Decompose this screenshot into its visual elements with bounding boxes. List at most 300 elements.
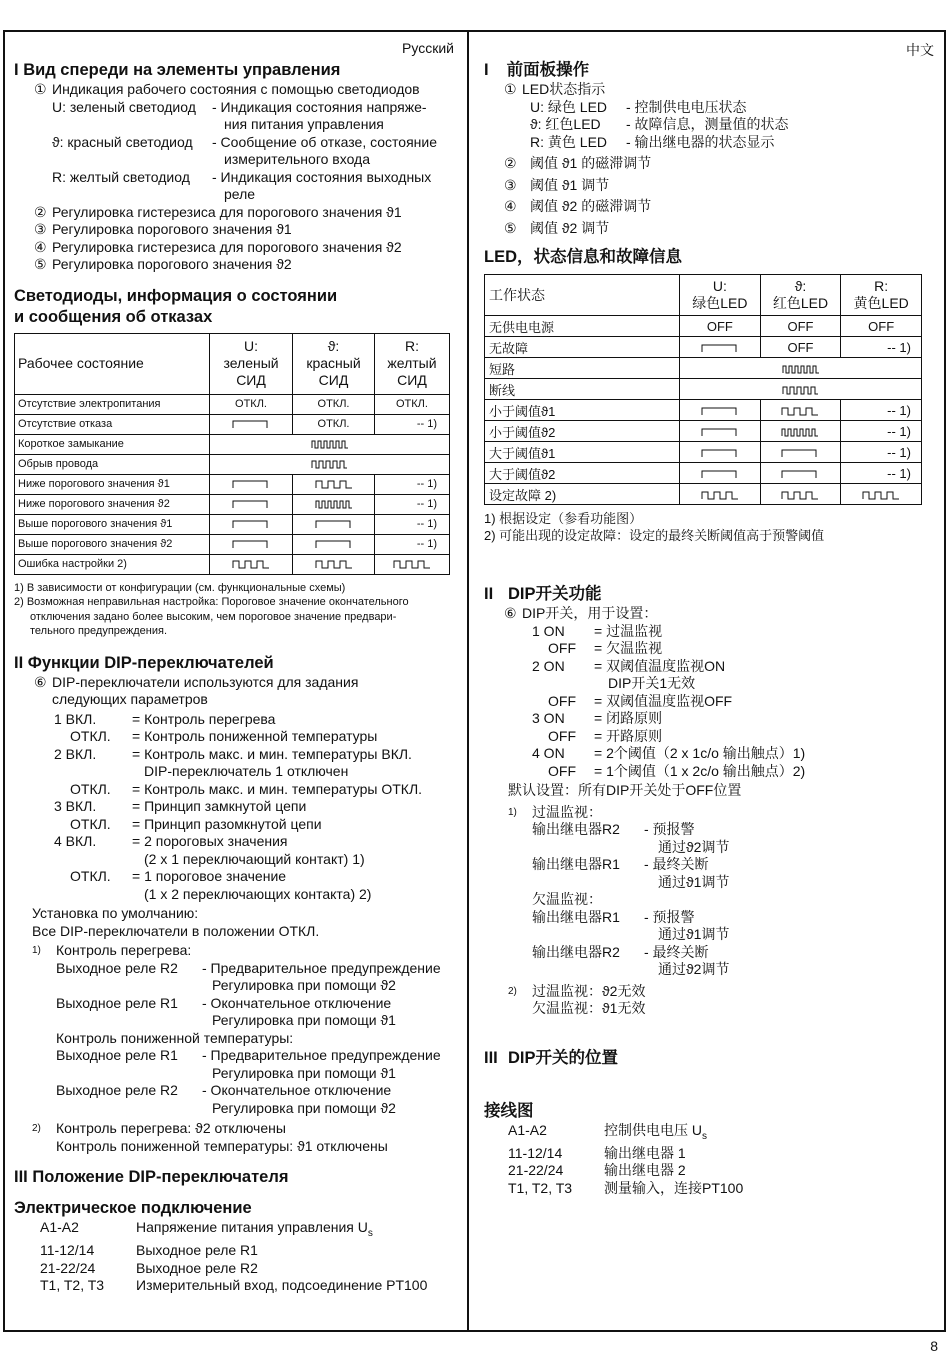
section-title-text: DIP开关的位置: [508, 1048, 619, 1067]
control-items: [484, 155, 934, 237]
table-cell: [841, 484, 922, 505]
dip-value: = Контроль макс. и мин. температуры ВКЛ.: [132, 745, 412, 762]
dip-key: OFF: [548, 727, 576, 744]
table-header-cell: ϑ: красный СИД: [293, 333, 375, 394]
dip-key: [54, 763, 132, 781]
table-cell: -- 1): [841, 442, 922, 463]
note-action: - 最终关断: [644, 856, 709, 872]
control-item: [484, 177, 934, 195]
note-1-rows-2: [14, 1047, 454, 1117]
led-signal-slow-icon: [314, 479, 354, 489]
terminal-description: [136, 1277, 427, 1295]
led-signal-slow-icon: [314, 559, 354, 569]
table-cell: [680, 442, 761, 463]
led-signal-on-icon: [780, 469, 820, 479]
dip-setting-row: [484, 658, 934, 676]
dip-setting-row: [484, 763, 934, 781]
note-action: - Окончательное отключение: [202, 994, 392, 1011]
table-cell: [680, 358, 922, 379]
dip-settings: [14, 711, 454, 904]
chinese-column: [484, 40, 934, 1197]
item-text: LED状态指示: [522, 81, 606, 97]
led-signal-on-icon: [314, 539, 354, 549]
dip-value: DIP-переключатель 1 отключен: [144, 763, 349, 779]
terminal-description: [604, 1145, 686, 1163]
footnote-1: 1) 根据设定（参看功能图）: [484, 511, 643, 526]
table-cell: 小于阈值ϑ2: [485, 421, 680, 442]
led-signal-on-icon: [231, 519, 271, 529]
dip-intro-text: следующих параметров: [52, 691, 208, 707]
subscript: s: [702, 1130, 707, 1142]
table-header-cell: ϑ: 红色LED: [760, 275, 841, 316]
dip-key: ОТКЛ.: [70, 815, 111, 832]
dip-setting-row: [484, 693, 934, 711]
table-header-cell: Рабочее состояние: [15, 333, 210, 394]
terminal: T1, T2, T3: [40, 1277, 105, 1294]
led-description-row: [484, 134, 934, 152]
note-action: - Окончательное отключение: [202, 1082, 392, 1098]
dip-value: = 1 пороговое значение: [132, 868, 287, 884]
table-header-cell: U: 绿色LED: [680, 275, 761, 316]
led-signal-on-icon: [314, 519, 354, 529]
led-signal-slow-icon: [231, 559, 271, 569]
table-cell: Короткое замыкание: [15, 434, 210, 454]
table-row: [485, 484, 922, 505]
led-name: U: зеленый светодиод: [52, 98, 196, 115]
table-row: [485, 316, 922, 337]
dip-value: = 1个阈值（1 x 2c/o 输出触点）2): [594, 762, 806, 779]
note-adjust: Регулировка при помощи ϑ2: [212, 1099, 396, 1116]
dip-setting-row: [14, 763, 454, 781]
led-signal-fast-icon: [314, 499, 354, 509]
dip-setting-row: [14, 816, 454, 834]
section-number: II: [484, 585, 494, 603]
table-cell: 小于阈值ϑ1: [485, 400, 680, 421]
note-action: - 预报警: [644, 908, 695, 925]
terminal-description: [604, 1122, 707, 1145]
table-cell: Выше порогового значения ϑ2: [15, 534, 210, 554]
led-meaning-cont: реле: [224, 186, 256, 202]
note-action: - Предварительное предупреждение: [202, 959, 441, 976]
table-cell: -- 1): [374, 514, 449, 534]
led-meaning: - 输出继电器的状态显示: [626, 133, 775, 150]
dip-key: OFF: [548, 762, 576, 779]
table-cell: OFF: [760, 337, 841, 358]
note-1-rows-2: [484, 909, 934, 979]
dip-intro-text: DIP开关，用于设置：: [522, 605, 658, 621]
dip-value: = 欠温监视: [594, 640, 663, 656]
dip-setting-row: [484, 675, 934, 693]
default-setting: Установка по умолчанию:: [32, 905, 199, 921]
table-cell: [680, 484, 761, 505]
dip-key: 2 ON: [532, 657, 565, 674]
section-title-text: DIP开关功能: [508, 585, 602, 603]
dip-key: ОТКЛ.: [70, 728, 111, 744]
table-cell: 短路: [485, 358, 680, 379]
table-cell: Выше порогового значения ϑ1: [15, 514, 210, 534]
table-row: [15, 554, 450, 574]
led-signal-on-icon: [231, 539, 271, 549]
terminal-description-text: 控制供电电压 U: [604, 1121, 702, 1138]
wiring-title: 接线图: [484, 1101, 534, 1120]
note-heading: 过温监视：: [532, 803, 602, 820]
terminal: 21-22/24: [508, 1162, 564, 1179]
led-table-title: LED，状态信息和故障信息: [484, 248, 682, 266]
control-item: [14, 204, 454, 222]
dip-key: 4 ВКЛ.: [54, 833, 97, 849]
dip-setting-row: [14, 728, 454, 746]
note-adjust: Регулировка при помощи ϑ1: [212, 1064, 396, 1081]
note-relay: Выходное реле R2: [56, 959, 178, 976]
control-item: [14, 239, 454, 257]
dip-key: 3 ВКЛ.: [54, 798, 97, 814]
item-number: ①: [34, 81, 47, 97]
table-cell: [293, 554, 375, 574]
section-3-title: III Положение DIP-переключателя: [14, 1168, 289, 1186]
dip-key: 1 ON: [532, 622, 565, 639]
table-cell: [680, 421, 761, 442]
section-3-title: [484, 1048, 934, 1069]
led-signal-on-icon: [231, 479, 271, 489]
dip-setting-row: [14, 746, 454, 764]
item-number: ②: [34, 203, 47, 220]
table-header-row: [485, 275, 922, 316]
table-cell: [680, 400, 761, 421]
item-number: ①: [504, 81, 517, 97]
section-2-title: II Функции DIP-переключателей: [14, 653, 274, 672]
note-label: 2): [508, 985, 517, 997]
note-row: [484, 856, 934, 874]
table-cell: OFF: [680, 316, 761, 337]
note-1-rows: [14, 960, 454, 1030]
item-number: ②: [504, 155, 517, 171]
terminal-description: [136, 1260, 258, 1278]
dip-setting-row: [484, 640, 934, 658]
terminal-description: [604, 1162, 686, 1180]
connection-list: [484, 1122, 934, 1198]
dip-value: (1 x 2 переключающих контакта) 2): [144, 885, 372, 902]
dip-value: = Контроль макс. и мин. температуры ОТКЛ.: [132, 780, 423, 797]
led-signal-slow-icon: [700, 490, 740, 500]
connection-row: [14, 1219, 454, 1242]
dip-key: 4 ON: [532, 745, 565, 761]
table-cell: 大于阈值ϑ1: [485, 442, 680, 463]
dip-value: DIP开关1无效: [608, 675, 696, 691]
language-label: 中文: [906, 42, 934, 58]
dip-setting-row: [14, 711, 454, 729]
dip-key: ОТКЛ.: [70, 780, 111, 797]
terminal-description-text: 输出继电器 1: [604, 1144, 686, 1161]
connection-row: [484, 1145, 934, 1163]
led-signal-on-icon: [700, 343, 740, 353]
table-cell: -- 1): [841, 400, 922, 421]
control-item: [484, 155, 934, 173]
connection-row: [14, 1277, 454, 1295]
table-row: [15, 434, 450, 454]
table-cell: -- 1): [374, 414, 449, 434]
page-number: 8: [930, 1338, 938, 1354]
led-signal-fast-icon: [780, 427, 820, 437]
led-description-row: [14, 134, 454, 152]
table-cell: Отсутствие электропитания: [15, 394, 210, 414]
dip-setting-row: [484, 745, 934, 763]
led-signal-on-icon: [231, 499, 271, 509]
note-row: [484, 909, 934, 927]
dip-setting-row: [484, 623, 934, 641]
note-action: - 最终关断: [644, 943, 709, 960]
led-description-row: [14, 99, 454, 117]
section-2-title: [484, 584, 934, 605]
table-cell: -- 1): [841, 463, 922, 484]
note-row: [484, 821, 934, 839]
led-signal-med-icon: [781, 385, 821, 395]
dip-value: = 双阈值温度监视ON: [594, 657, 726, 674]
led-meaning-cont: измерительного входа: [224, 151, 371, 167]
dip-value: = Контроль пониженной температуры: [132, 728, 378, 744]
note-heading: Контроль пониженной температуры:: [56, 1029, 294, 1046]
electrical-connection-title: Электрическое подключение: [14, 1199, 252, 1217]
table-cell: [293, 514, 375, 534]
dip-key: [532, 675, 594, 693]
table-header-cell: U: зеленый СИД: [210, 333, 293, 394]
default-setting: Все DIP-переключатели в положении ОТКЛ.: [32, 922, 320, 939]
table-cell: Ниже порогового значения ϑ1: [15, 474, 210, 494]
terminal: 21-22/24: [40, 1259, 96, 1276]
led-description-row: [484, 116, 934, 134]
led-signal-fast-icon: [310, 439, 350, 449]
item-number: ⑤: [504, 219, 517, 236]
item-text: Регулировка порогового значения ϑ2: [52, 256, 292, 272]
note-1: [14, 942, 454, 960]
led-descriptions: [484, 99, 934, 152]
led-name: ϑ: 红色LED: [530, 116, 601, 132]
russian-column: [14, 40, 454, 1295]
table-cell: [210, 414, 293, 434]
led-signal-on-icon: [700, 427, 740, 437]
dip-key: 3 ON: [532, 710, 565, 726]
table-cell: Ошибка настройки 2): [15, 554, 210, 574]
table-header-row: [15, 333, 450, 394]
dip-key: [54, 851, 132, 869]
item-number: ③: [34, 221, 47, 237]
terminal-description-text: Выходное реле R2: [136, 1259, 258, 1276]
note-label: 1): [508, 806, 517, 818]
led-meaning: - Сообщение об отказе, состояние: [212, 133, 438, 150]
table-cell: [760, 421, 841, 442]
note-text: 过温监视：ϑ2无效: [532, 982, 646, 999]
item-number: ③: [504, 176, 517, 193]
control-item: [14, 221, 454, 239]
table-cell: 无供电电源: [485, 316, 680, 337]
table-cell: [680, 463, 761, 484]
note-heading: Контроль перегрева:: [56, 942, 192, 958]
table-row: [15, 494, 450, 514]
led-signal-fast-icon: [781, 364, 821, 374]
dip-setting-row: [14, 798, 454, 816]
footnote-2-cont: отключения задано более высоким, чем пороговое значение предвари-: [30, 610, 397, 623]
item-text: 阈值 ϑ2 调节: [530, 219, 610, 236]
table-header-cell: R: 黄色LED: [841, 275, 922, 316]
table-row: [15, 414, 450, 434]
table-cell: [374, 554, 449, 574]
subscript: s: [367, 1227, 373, 1239]
note-relay: Выходное реле R2: [56, 1082, 178, 1098]
item-number: ⑥: [504, 605, 517, 621]
led-signal-on-icon: [700, 448, 740, 458]
table-row: [485, 463, 922, 484]
table-header-cell: 工作状态: [485, 275, 680, 316]
item-text: Регулировка гистерезиса для порогового значения ϑ1: [52, 203, 402, 220]
table-cell: -- 1): [841, 421, 922, 442]
led-status-table: [14, 333, 450, 575]
led-status-table: [484, 274, 922, 505]
led-meaning: - 控制供电电压状态: [626, 98, 747, 115]
led-table-title-1: Светодиоды, информация о состоянии: [14, 286, 338, 305]
note-relay: Выходное реле R1: [56, 994, 178, 1011]
terminal: 11-12/14: [40, 1242, 95, 1259]
note-row: [484, 944, 934, 962]
dip-value: (2 x 1 переключающий контакт) 1): [144, 850, 365, 867]
table-cell: [760, 400, 841, 421]
led-name: U: 绿色 LED: [530, 98, 608, 115]
led-signal-med-icon: [310, 459, 350, 469]
item-text: Регулировка гистерезиса для порогового значения ϑ2: [52, 238, 402, 255]
terminal-description: [136, 1219, 373, 1242]
note-1-rows: [484, 821, 934, 891]
table-cell: -- 1): [374, 474, 449, 494]
note-action: - Предварительное предупреждение: [202, 1047, 441, 1063]
section-number: III: [484, 1048, 498, 1067]
led-signal-slow-icon: [392, 559, 432, 569]
table-cell: -- 1): [374, 494, 449, 514]
dip-key: 1 ВКЛ.: [54, 710, 97, 727]
connection-row: [484, 1180, 934, 1198]
note-relay: 输出继电器R2: [532, 943, 620, 960]
item-text: 阈值 ϑ2 的磁滞调节: [530, 198, 652, 214]
table-cell: [210, 474, 293, 494]
item-text: 阈值 ϑ1 调节: [530, 176, 610, 193]
note-row: [14, 1047, 454, 1065]
connection-list: [14, 1219, 454, 1295]
led-signal-on-icon: [700, 469, 740, 479]
control-item: [484, 198, 934, 216]
dip-intro: [484, 605, 934, 623]
note-adjust: 通过ϑ2调节: [658, 838, 730, 855]
note-adjust: 通过ϑ1调节: [658, 873, 730, 890]
item-number: ④: [34, 238, 47, 255]
dip-value: = 闭路原则: [594, 710, 663, 726]
dip-value: = 开路原则: [594, 727, 663, 744]
terminal-description-text: 输出继电器 2: [604, 1162, 686, 1179]
dip-setting-row: [14, 868, 454, 886]
note-action: - 预报警: [644, 821, 695, 837]
led-meaning: - Индикация состояния напряже-: [212, 98, 427, 115]
dip-key: OFF: [548, 640, 576, 656]
table-cell: [210, 514, 293, 534]
led-table-title-2: и сообщения об отказах: [14, 307, 213, 326]
table-cell: [760, 463, 841, 484]
dip-settings: [484, 623, 934, 781]
default-setting: 默认设置：所有DIP开关处于OFF位置: [508, 782, 742, 798]
note-text: Контроль пониженной температуры: ϑ1 отключены: [56, 1137, 388, 1154]
table-cell: [760, 484, 841, 505]
note-relay: Выходное реле R1: [56, 1047, 178, 1063]
terminal-description-text: Измерительный вход, подсоединение PT100: [136, 1277, 428, 1294]
terminal-description: [604, 1180, 743, 1198]
table-cell: ОТКЛ.: [293, 394, 375, 414]
dip-key: [54, 886, 132, 904]
table-cell: [210, 534, 293, 554]
table-cell: [210, 434, 450, 454]
dip-value: = Контроль перегрева: [132, 710, 276, 727]
item-number: ④: [504, 198, 517, 214]
note-1: [484, 804, 934, 822]
table-cell: OFF: [760, 316, 841, 337]
note-label: 1): [32, 945, 41, 956]
table-cell: ОТКЛ.: [293, 414, 375, 434]
dip-setting-row: [14, 886, 454, 904]
note-row: [14, 995, 454, 1013]
note-2: [14, 1120, 454, 1138]
dip-setting-row: [484, 710, 934, 728]
dip-value: = Принцип разомкнутой цепи: [132, 815, 322, 832]
control-items: [14, 204, 454, 274]
dip-setting-row: [484, 728, 934, 746]
note-text: Контроль перегрева: ϑ2 отключены: [56, 1120, 286, 1136]
table-row: [15, 534, 450, 554]
led-descriptions: [14, 99, 454, 204]
table-row: [485, 337, 922, 358]
table-row: [485, 358, 922, 379]
terminal: A1-A2: [40, 1219, 79, 1235]
section-number: I: [484, 61, 489, 79]
note-2: [484, 983, 934, 1001]
dip-value: = 2个阈值（2 x 1c/o 输出触点）1): [594, 745, 806, 761]
control-item: [484, 220, 934, 238]
led-meaning-cont: ния питания управления: [224, 116, 384, 132]
dip-key: ОТКЛ.: [70, 868, 111, 884]
footnote-2: 2) 可能出现的设定故障：设定的最终关断阈值高于预警阈值: [484, 528, 825, 543]
note-row: [14, 960, 454, 978]
item-text: 阈值 ϑ1 的磁滞调节: [530, 155, 652, 171]
connection-row: [484, 1162, 934, 1180]
control-item: [14, 81, 454, 99]
item-text: Индикация рабочего состояния с помощью светодиодов: [52, 81, 420, 97]
table-cell: [760, 442, 841, 463]
table-cell: 无故障: [485, 337, 680, 358]
led-signal-on-icon: [231, 419, 271, 429]
terminal: A1-A2: [508, 1121, 547, 1138]
table-cell: [293, 494, 375, 514]
table-cell: 大于阈值ϑ2: [485, 463, 680, 484]
terminal: T1, T2, T3: [508, 1179, 573, 1196]
table-cell: 断线: [485, 379, 680, 400]
table-cell: Обрыв провода: [15, 454, 210, 474]
dip-value: = Принцип замкнутой цепи: [132, 798, 307, 814]
table-cell: [293, 534, 375, 554]
table-cell: OFF: [841, 316, 922, 337]
connection-row: [14, 1260, 454, 1278]
terminal-description-text: 测量输入，连接PT100: [604, 1179, 744, 1196]
note-relay: 输出继电器R1: [532, 908, 620, 925]
led-description-row: [14, 169, 454, 187]
table-cell: [680, 379, 922, 400]
note-adjust: Регулировка при помощи ϑ2: [212, 977, 396, 993]
section-title-text: 前面板操作: [506, 61, 590, 79]
note-heading: 欠温监视：: [532, 891, 602, 907]
table-cell: 设定故障 2): [485, 484, 680, 505]
note-relay: 输出继电器R1: [532, 856, 620, 872]
